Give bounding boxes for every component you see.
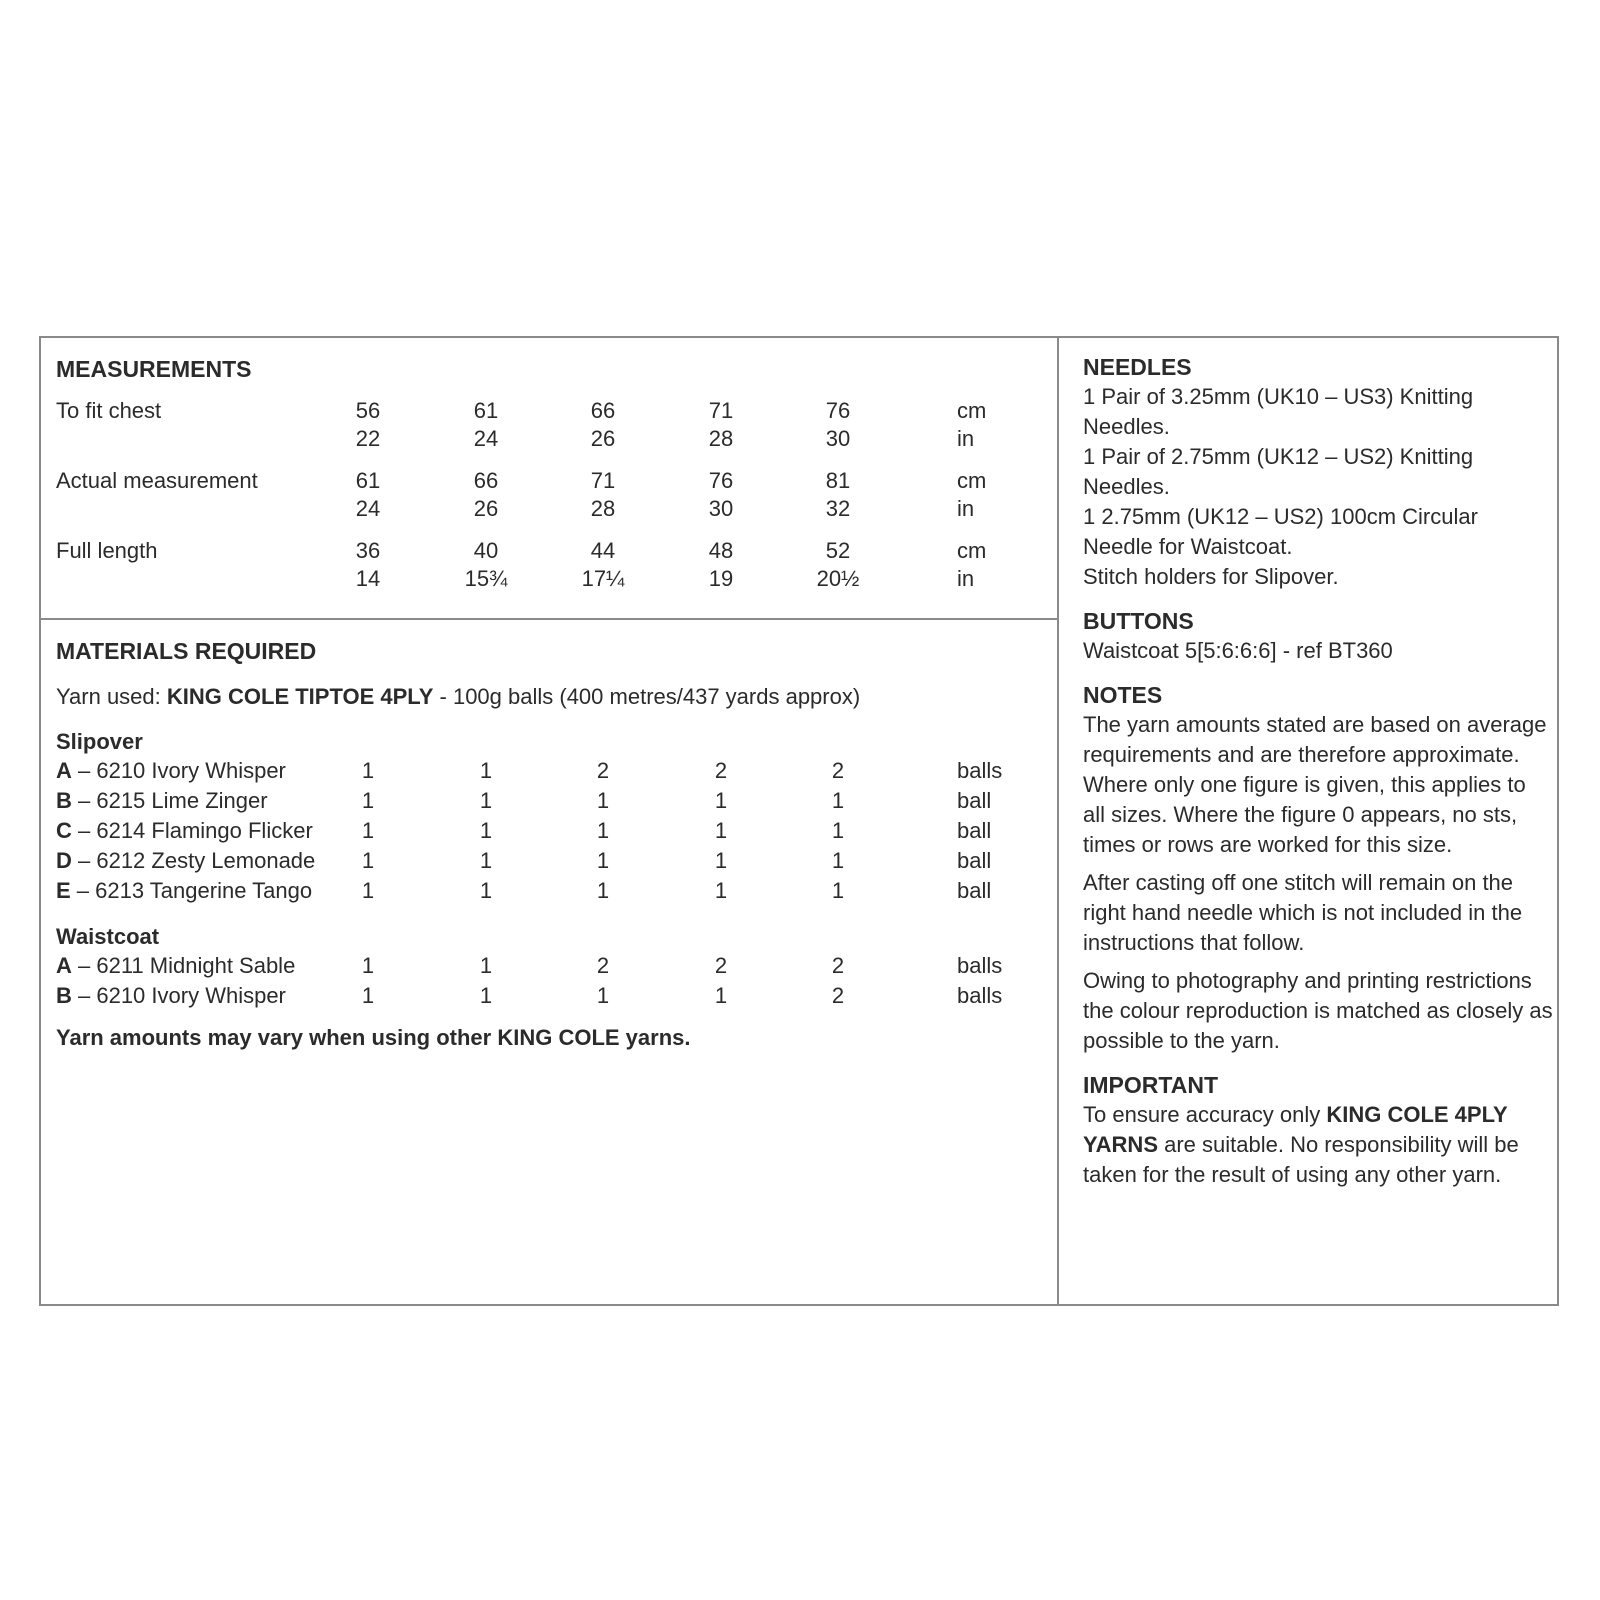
yarn-letter: A: [56, 758, 72, 783]
measurement-in-value: 26: [590, 426, 616, 451]
yarn-name: KING COLE TIPTOE 4PLY: [166, 684, 434, 709]
yarn-letter: B: [56, 983, 72, 1008]
unit-in: in: [957, 566, 975, 591]
yarn-letter: D: [56, 848, 72, 873]
yarn-quantity: 1: [361, 983, 375, 1008]
yarn-letter: A: [56, 953, 72, 978]
buttons-heading: BUTTONS: [1083, 608, 1194, 634]
notes-paragraph: Owing to photography and printing restrictions the colour reproduction is matched as closely as possible to the yarn.: [1083, 968, 1553, 1053]
yarn-description: – 6212 Zesty Lemonade: [71, 848, 316, 873]
materials-footer-note: Yarn amounts may vary when using other KING COLE yarns.: [56, 1025, 691, 1050]
yarn-quantity: 1: [831, 788, 845, 813]
yarn-quantity: 1: [714, 818, 728, 843]
measurement-in-value: 30: [825, 426, 851, 451]
measurement-cm-value: 52: [825, 538, 851, 563]
yarn-quantity: 1: [479, 788, 493, 813]
measurement-in-value: 17¼: [581, 566, 625, 591]
yarn-quantity: 1: [479, 878, 493, 903]
measurement-in-value: 19: [708, 566, 734, 591]
yarn-quantity: 1: [714, 878, 728, 903]
important-yarn-name: KING COLE 4PLY YARNS: [1083, 1102, 1508, 1157]
yarn-letter: E: [56, 878, 71, 903]
unit-cm: cm: [957, 538, 987, 563]
yarn-quantity: 2: [831, 953, 845, 978]
yarn-quantity: 1: [831, 848, 845, 873]
yarn-unit: ball: [957, 818, 992, 843]
yarn-unit: balls: [957, 758, 1003, 783]
yarn-quantity: 1: [479, 953, 493, 978]
important-text-end: are suitable. No responsibility will be taken for the result of using any other yarn.: [1083, 1132, 1519, 1187]
yarn-description: – 6215 Lime Zinger: [71, 788, 268, 813]
yarn-row-label: [56, 953, 295, 979]
important-text-start: To ensure accuracy only: [1083, 1102, 1327, 1127]
yarn-unit: ball: [957, 848, 992, 873]
yarn-quantity: 1: [361, 848, 375, 873]
yarn-description: – 6210 Ivory Whisper: [71, 758, 286, 783]
yarn-quantity: 1: [479, 983, 493, 1008]
important-heading: IMPORTANT: [1083, 1072, 1219, 1098]
measurement-label: Actual measurement: [56, 468, 258, 493]
important-text: [1083, 1100, 1553, 1190]
measurement-in-value: 26: [473, 496, 499, 521]
measurement-label: Full length: [56, 538, 158, 563]
yarn-unit: balls: [957, 983, 1003, 1008]
buttons-text: Waistcoat 5[5:6:6:6] - ref BT360: [1083, 638, 1393, 663]
yarn-quantity: 2: [596, 758, 610, 783]
measurement-cm-value: 71: [708, 398, 734, 423]
notes-paragraph: The yarn amounts stated are based on average requirements and are therefore approximate. Where only one figure is given, this applies to all sizes. Where the figure 0 appears, no sts, times or rows are worked for this size.: [1083, 712, 1547, 857]
yarn-quantity: 2: [831, 758, 845, 783]
measurement-label: To fit chest: [56, 398, 162, 423]
yarn-quantity: 2: [596, 953, 610, 978]
yarn-quantity: 1: [361, 878, 375, 903]
measurement-in-value: 24: [355, 496, 381, 521]
measurement-cm-value: 66: [473, 468, 499, 493]
measurements-heading: MEASUREMENTS: [56, 356, 252, 382]
unit-in: in: [957, 426, 975, 451]
measurement-cm-value: 48: [708, 538, 734, 563]
yarn-quantity: 1: [714, 848, 728, 873]
measurement-in-value: 24: [473, 426, 499, 451]
yarn-quantity: 1: [714, 788, 728, 813]
yarn-quantity: 1: [361, 788, 375, 813]
measurement-in-value: 20½: [816, 566, 860, 591]
measurement-in-value: 22: [355, 426, 381, 451]
yarn-row-label: [56, 848, 315, 874]
yarn-row-label: [56, 758, 286, 784]
measurement-cm-value: 44: [590, 538, 616, 563]
yarn-quantity: 1: [831, 878, 845, 903]
unit-cm: cm: [957, 468, 987, 493]
yarn-quantity: 2: [714, 953, 728, 978]
unit-cm: cm: [957, 398, 987, 423]
measurement-in-value: 28: [708, 426, 734, 451]
measurement-in-value: 32: [825, 496, 851, 521]
measurement-cm-value: 76: [708, 468, 734, 493]
measurement-cm-value: 81: [825, 468, 851, 493]
measurement-cm-value: 36: [355, 538, 381, 563]
needles-line: 1 Pair of 2.75mm (UK12 – US2) Knitting Needles.: [1083, 444, 1474, 499]
yarn-row-label: [56, 878, 312, 904]
yarn-row-label: [56, 818, 313, 844]
measurement-cm-value: 66: [590, 398, 616, 423]
yarn-suffix: - 100g balls (400 metres/437 yards approx): [433, 684, 861, 709]
notes-heading: NOTES: [1083, 682, 1163, 708]
section-divider: [39, 618, 1058, 620]
materials-heading: MATERIALS REQUIRED: [56, 638, 317, 664]
yarn-quantity: 1: [596, 983, 610, 1008]
yarn-row-label: [56, 788, 268, 814]
unit-in: in: [957, 496, 975, 521]
yarn-description: – 6213 Tangerine Tango: [70, 878, 313, 903]
notes-paragraph: After casting off one stitch will remain on the right hand needle which is not included in the instructions that follow.: [1083, 870, 1523, 955]
yarn-quantity: 1: [479, 758, 493, 783]
measurement-cm-value: 61: [355, 468, 381, 493]
measurement-cm-value: 56: [355, 398, 381, 423]
slipover-heading: Slipover: [56, 729, 143, 754]
yarn-quantity: 1: [596, 848, 610, 873]
yarn-quantity: 1: [361, 758, 375, 783]
yarn-quantity: 1: [596, 788, 610, 813]
yarn-quantity: 1: [361, 818, 375, 843]
measurement-cm-value: 76: [825, 398, 851, 423]
yarn-quantity: 1: [479, 818, 493, 843]
measurement-in-value: 28: [590, 496, 616, 521]
needles-heading: NEEDLES: [1083, 354, 1192, 380]
measurement-cm-value: 71: [590, 468, 616, 493]
yarn-quantity: 1: [361, 953, 375, 978]
measurement-in-value: 14: [355, 566, 381, 591]
yarn-quantity: 1: [596, 818, 610, 843]
yarn-letter: B: [56, 788, 72, 813]
yarn-row-label: [56, 983, 286, 1009]
yarn-description: – 6214 Flamingo Flicker: [71, 818, 313, 843]
measurement-cm-value: 61: [473, 398, 499, 423]
yarn-quantity: 1: [831, 818, 845, 843]
yarn-description: – 6211 Midnight Sable: [71, 953, 296, 978]
yarn-unit: ball: [957, 788, 992, 813]
yarn-quantity: 1: [479, 848, 493, 873]
right-column: [1083, 352, 1553, 1190]
yarn-letter: C: [56, 818, 72, 843]
yarn-unit: balls: [957, 953, 1003, 978]
needles-line: 1 Pair of 3.25mm (UK10 – US3) Knitting Needles.: [1083, 384, 1474, 439]
yarn-quantity: 1: [596, 878, 610, 903]
yarn-unit: ball: [957, 878, 992, 903]
yarn-quantity: 2: [831, 983, 845, 1008]
waistcoat-heading: Waistcoat: [56, 924, 160, 949]
yarn-used-line: [56, 684, 860, 710]
yarn-quantity: 2: [714, 758, 728, 783]
column-divider: [1057, 336, 1059, 1306]
measurement-cm-value: 40: [473, 538, 499, 563]
yarn-prefix: Yarn used:: [56, 684, 167, 709]
needles-line: Stitch holders for Slipover.: [1083, 564, 1339, 589]
measurement-in-value: 30: [708, 496, 734, 521]
needles-line: 1 2.75mm (UK12 – US2) 100cm Circular Needle for Waistcoat.: [1083, 504, 1478, 559]
measurement-in-value: 15¾: [464, 566, 508, 591]
yarn-description: – 6210 Ivory Whisper: [71, 983, 286, 1008]
yarn-quantity: 1: [714, 983, 728, 1008]
